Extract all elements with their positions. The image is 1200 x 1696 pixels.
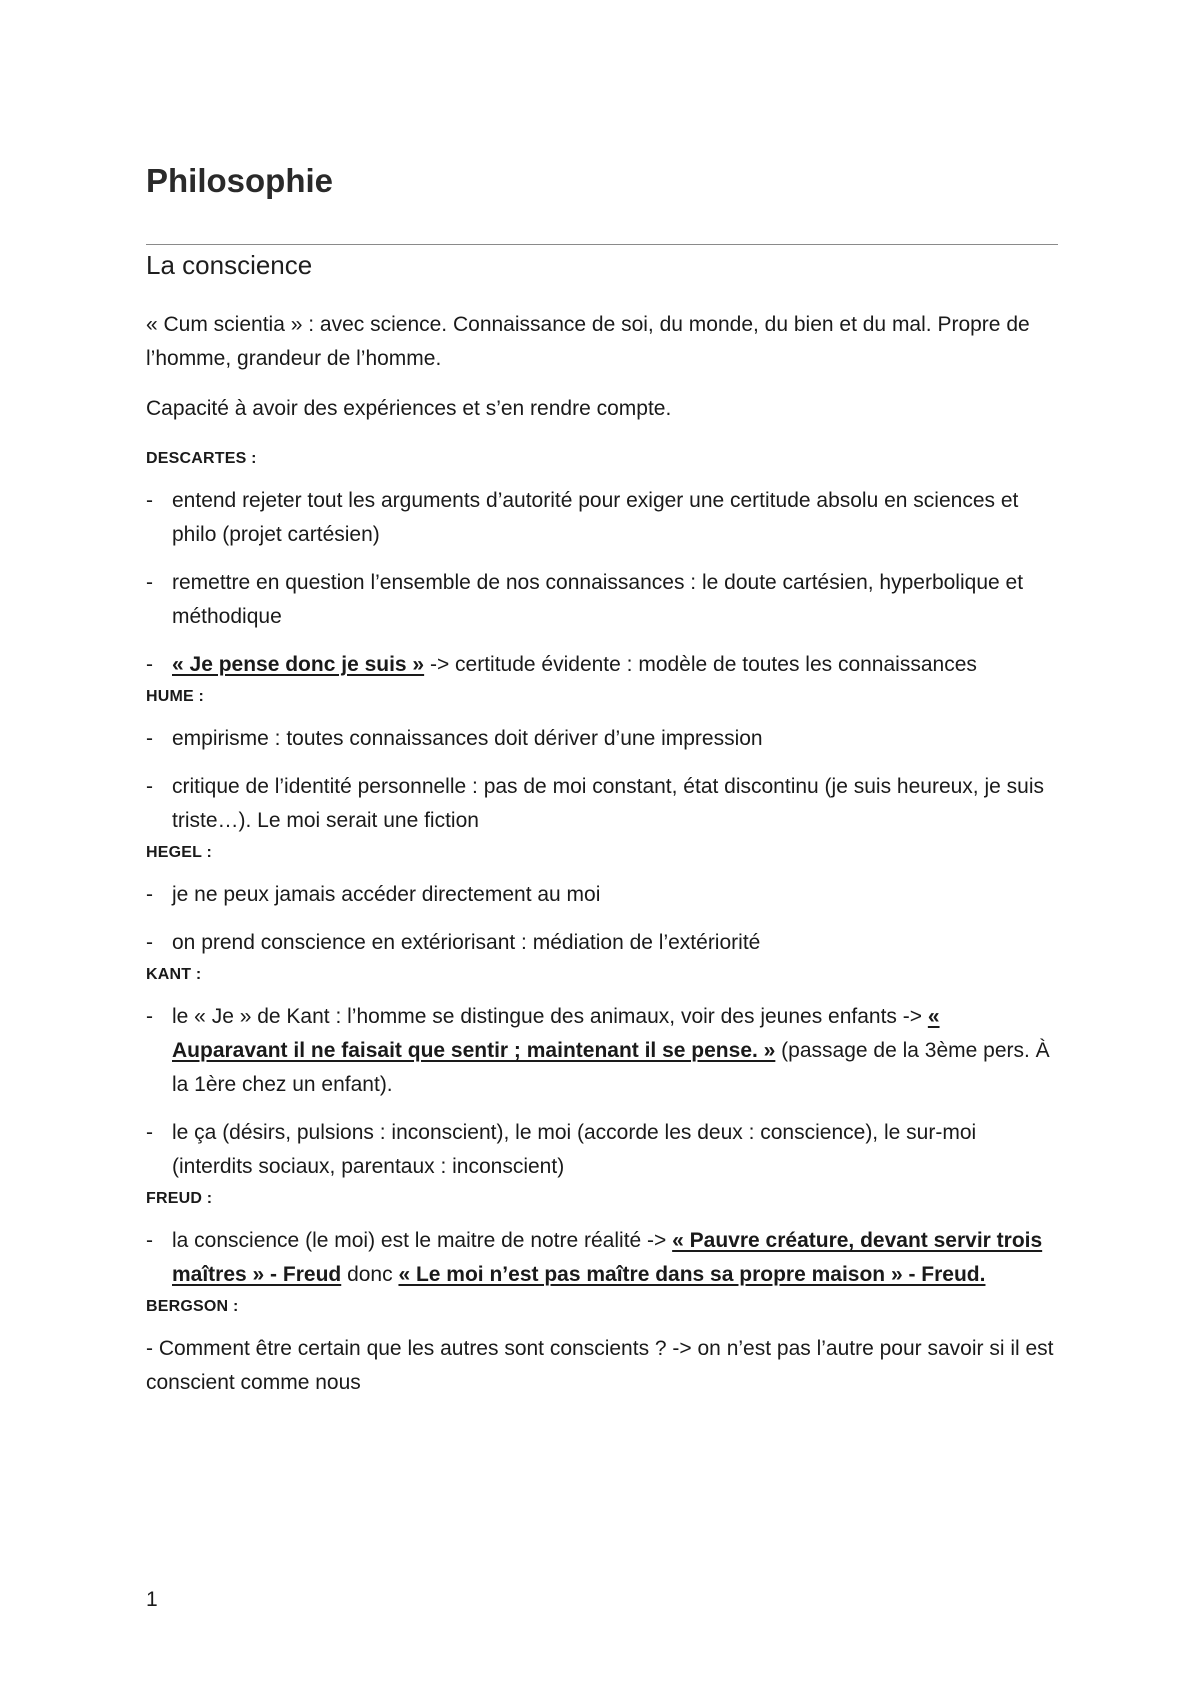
dash-bullet: -: [146, 1121, 153, 1144]
heading-hegel: HEGEL :: [146, 844, 213, 861]
quote-kant: « Auparavant il ne faisait que sentir ; maintenant il se pense. »: [172, 1005, 940, 1062]
list-item: [146, 1000, 1058, 1102]
dash-bullet: -: [146, 489, 153, 512]
list-item-text: le « Je » de Kant : l’homme se distingue des animaux, voir des jeunes enfants ->: [172, 1005, 928, 1028]
dash-bullet: -: [146, 727, 153, 750]
quote-freud-1: « Pauvre créature, devant servir trois maîtres » - Freud: [172, 1229, 1043, 1286]
dash-bullet: -: [146, 883, 153, 906]
dash-bullet: -: [146, 571, 153, 594]
list-item: [146, 648, 1058, 682]
page-number: 1: [146, 1588, 158, 1611]
list-item-text: on prend conscience en extériorisant : médiation de l’extériorité: [172, 931, 761, 954]
dash-bullet: -: [146, 931, 153, 954]
list-item-text: empirisme : toutes connaissances doit dériver d’une impression: [172, 727, 763, 750]
section-title: La conscience: [146, 250, 313, 280]
list-item-text: donc: [341, 1263, 399, 1286]
list-item-text: je ne peux jamais accéder directement au moi: [172, 883, 601, 906]
list-item-text: critique de l’identité personnelle : pas de moi constant, état discontinu (je suis heureux, je suis triste…). Le moi serait une fiction: [172, 775, 1044, 832]
quote-freud-2: « Le moi n’est pas maître dans sa propre maison » - Freud.: [398, 1263, 986, 1286]
list-item-text: entend rejeter tout les arguments d’autorité pour exiger une certitude absolu en sciences et philo (projet cartésien): [172, 489, 1019, 546]
list-item-text: le ça (désirs, pulsions : inconscient), le moi (accorde les deux : conscience), le sur-moi (interdits sociaux, parentaux : inconscient): [172, 1121, 977, 1178]
heading-hume: HUME :: [146, 688, 205, 705]
list-item: [146, 1116, 1058, 1184]
quote-descartes: « Je pense donc je suis »: [172, 653, 425, 676]
dash-bullet: -: [146, 775, 153, 798]
dash-bullet: -: [146, 1005, 153, 1028]
list-item: [146, 926, 1058, 960]
list-item-text: (passage de la 3ème pers. À la 1ère chez un enfant).: [172, 1039, 1050, 1096]
intro-paragraph-2: Capacité à avoir des expériences et s’en rendre compte.: [146, 397, 672, 420]
list-item-text: la conscience (le moi) est le maitre de notre réalité ->: [172, 1229, 673, 1252]
heading-kant: KANT :: [146, 966, 202, 983]
list-item: [146, 770, 1058, 838]
title-divider: [146, 244, 1058, 245]
heading-freud: FREUD :: [146, 1190, 213, 1207]
bergson-paragraph: - Comment être certain que les autres sont conscients ? -> on n’est pas l’autre pour savoir si il est conscient comme nous: [146, 1337, 1054, 1394]
heading-bergson: BERGSON :: [146, 1298, 239, 1315]
list-item: [146, 722, 1058, 756]
document-body: [146, 308, 1058, 1400]
dash-bullet: -: [146, 1229, 153, 1252]
list-item: [146, 566, 1058, 634]
document-title: Philosophie: [146, 162, 334, 199]
intro-paragraph-1: « Cum scientia » : avec science. Connaissance de soi, du monde, du bien et du mal. Propre de l’homme, grandeur de l’homme.: [146, 313, 1030, 370]
heading-descartes: DESCARTES :: [146, 450, 257, 467]
list-item: [146, 1224, 1058, 1292]
list-item-text: remettre en question l’ensemble de nos connaissances : le doute cartésien, hyperbolique et méthodique: [172, 571, 1024, 628]
dash-bullet: -: [146, 653, 153, 676]
list-item-text: -> certitude évidente : modèle de toutes les connaissances: [424, 653, 977, 676]
list-item: [146, 878, 1058, 912]
list-item: [146, 484, 1058, 552]
